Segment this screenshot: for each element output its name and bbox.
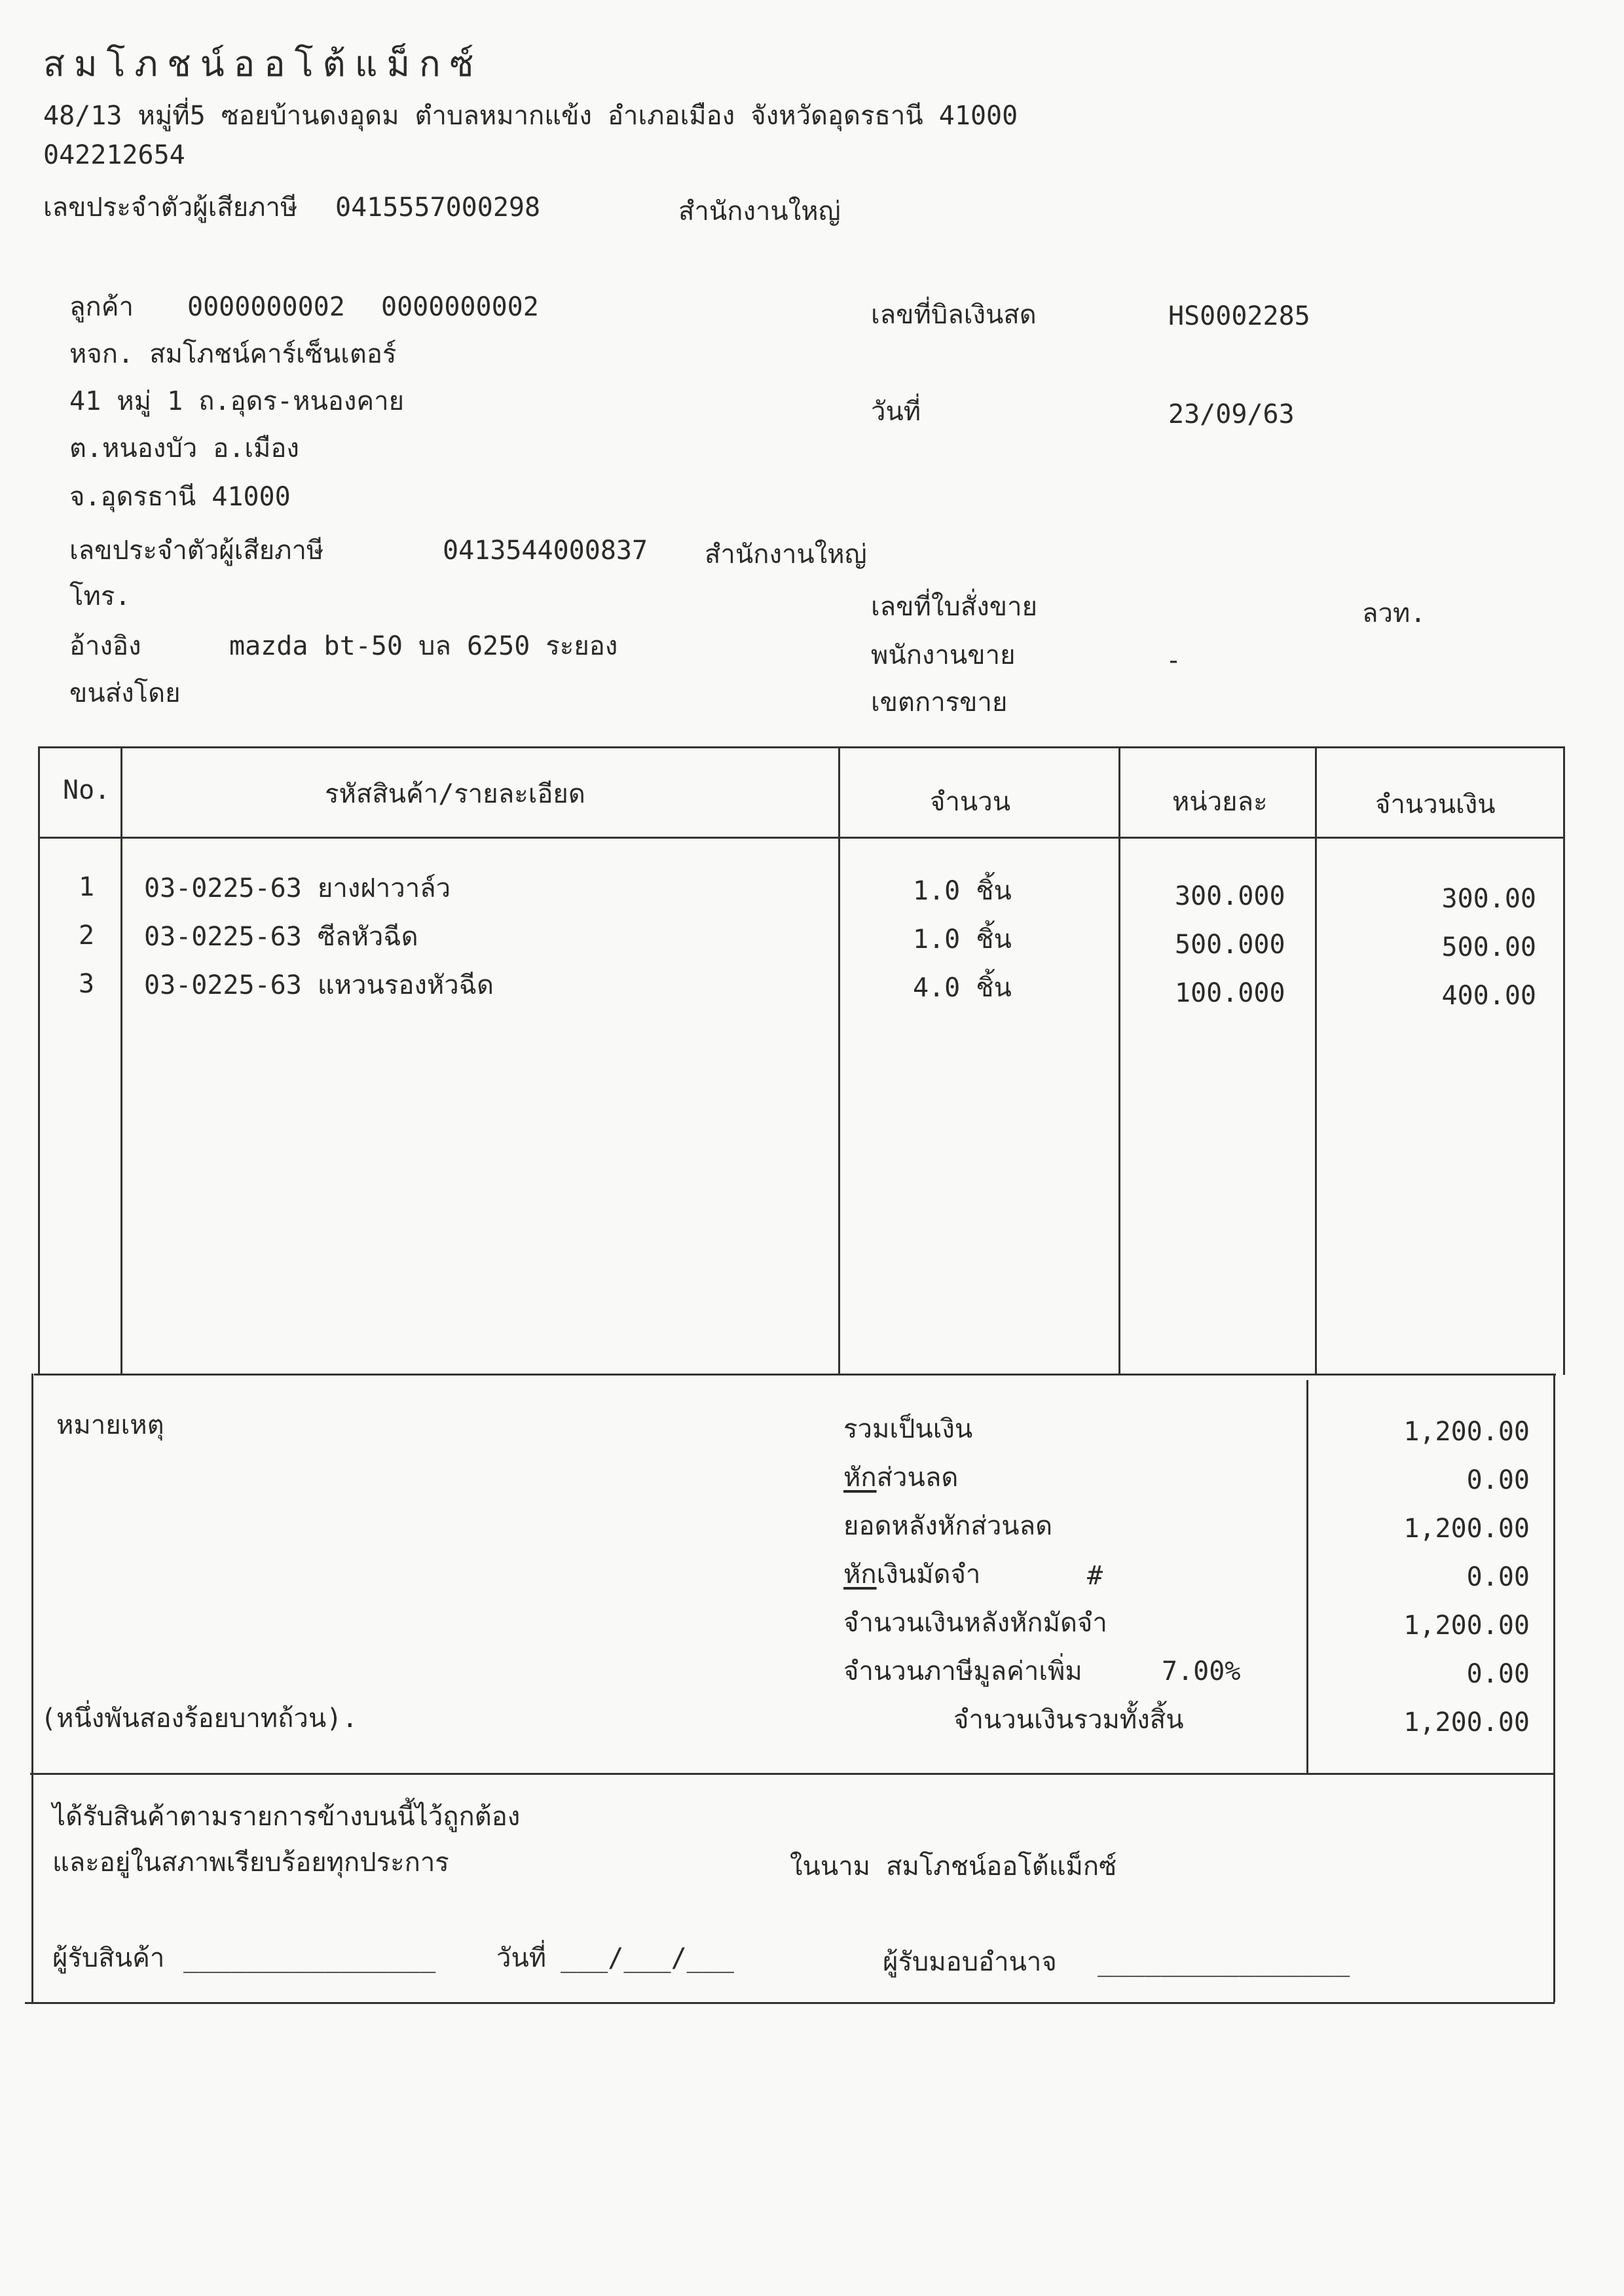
authorized-label: ผู้รับมอบอำนาจ [883,1947,1057,1977]
customer-label: ลูกค้า [69,292,134,322]
row-unit-price: 300.000 [1175,881,1285,911]
customer-address-1: 41 หมู่ 1 ถ.อุดร-หนองคาย [69,386,405,416]
header-description: รหัสสินค้า/รายละเอียด [325,779,585,809]
discount-value: 0.00 [1466,1465,1530,1495]
after-deposit-label: จำนวนเงินหลังหักมัดจำ [843,1608,1107,1638]
header-unit-price: หน่วยละ [1172,787,1268,817]
sales-order-value: ลวท. [1362,598,1426,629]
receive-date-label: วันที่ [496,1943,547,1973]
row-description: 03-0225-63 แหวนรองหัวฉีด [144,970,494,1000]
row-quantity: 1.0 ชิ้น [913,876,1012,906]
receiver-label: ผู้รับสินค้า [52,1943,165,1973]
receive-date-blank: ___/___/___ [561,1943,734,1973]
grand-total-label: จำนวนเงินรวมทั้งสิ้น [953,1705,1184,1735]
remark-label: หมายเหตุ [56,1410,164,1440]
company-phone: 042212654 [43,140,185,170]
subtotal-label: รวมเป็นเงิน [843,1414,973,1444]
received-statement-1: ได้รับสินค้าตามรายการข้างบนนี้ไว้ถูกต้อง [52,1802,521,1832]
salesperson-label: พนักงานขาย [871,640,1016,670]
deposit-label [843,1558,980,1591]
row-quantity: 1.0 ชิ้น [913,924,1012,955]
deposit-prefix: หัก [843,1559,877,1590]
company-tax-label: เลขประจำตัวผู้เสียภาษี [43,192,298,223]
on-behalf-of: ในนาม สมโภชน์ออโต้แม็กซ์ [790,1851,1117,1882]
date-label: วันที่ [871,397,921,427]
customer-address-2: ต.หนองบัว อ.เมือง [69,433,299,464]
header-no: No. [63,775,111,805]
receiver-signature-line: ________________ [183,1943,436,1973]
row-description: 03-0225-63 ยางฝาวาล์ว [144,873,451,903]
row-no: 3 [79,969,95,999]
customer-branch: สำนักงานใหญ่ [705,539,867,570]
row-unit-price: 100.000 [1175,978,1285,1008]
discount-text: ส่วนลด [876,1463,959,1493]
customer-tax-label: เลขประจำตัวผู้เสียภาษี [69,536,324,566]
after-deposit-value: 1,200.00 [1403,1611,1530,1641]
salesperson-value: - [1166,646,1182,676]
company-tax-id: 0415557000298 [335,192,541,223]
customer-address-3: จ.อุดรธานี 41000 [69,482,291,512]
subtotal-value: 1,200.00 [1403,1417,1530,1447]
deposit-text: เงินมัดจำ [876,1559,981,1590]
sales-zone-label: เขตการขาย [871,687,1008,718]
row-amount: 500.00 [1441,932,1536,962]
header-quantity: จำนวน [930,787,1011,817]
customer-name: หจก. สมโภชน์คาร์เซ็นเตอร์ [69,339,397,369]
amount-in-words: (หนึ่งพันสองร้อยบาทถ้วน). [41,1704,358,1734]
row-unit-price: 500.000 [1175,930,1285,960]
deposit-value: 0.00 [1466,1562,1530,1592]
received-statement-2: และอยู่ในสภาพเรียบร้อยทุกประการ [52,1848,449,1878]
company-address: 48/13 หมู่ที่5 ซอยบ้านดงอุดม ตำบลหมากแข้ง อำเภอเมือง จังหวัดอุดรธานี 41000 [43,101,1018,131]
row-no: 2 [79,920,95,951]
customer-ship-label: ขนส่งโดย [69,678,181,708]
row-description: 03-0225-63 ซีลหัวฉีด [144,922,418,952]
company-branch: สำนักงานใหญ่ [678,196,841,227]
customer-tax-id: 0413544000837 [443,536,648,566]
bill-date: 23/09/63 [1168,399,1295,429]
header-amount: จำนวนเงิน [1375,790,1496,820]
sales-order-label: เลขที่ใบสั่งขาย [871,592,1038,622]
after-discount-label: ยอดหลังหักส่วนลด [843,1511,1053,1541]
vat-rate: 7.00% [1162,1656,1241,1686]
customer-code-1: 0000000002 [187,292,345,322]
vat-label: จำนวนภาษีมูลค่าเพิ่ม [843,1656,1082,1686]
row-amount: 300.00 [1441,884,1536,914]
bill-no-label: เลขที่บิลเงินสด [871,300,1037,330]
row-quantity: 4.0 ชิ้น [913,973,1012,1003]
authorized-signature-line: ________________ [1098,1947,1350,1977]
customer-code-2: 0000000002 [381,292,539,322]
row-amount: 400.00 [1441,981,1536,1011]
grand-total-value: 1,200.00 [1403,1707,1530,1738]
after-discount-value: 1,200.00 [1403,1514,1530,1544]
bill-no: HS0002285 [1168,301,1310,331]
customer-phone-label: โทร. [69,581,131,611]
deposit-hash: # [1087,1561,1103,1591]
customer-ref-label: อ้างอิง [69,631,141,661]
discount-prefix: หัก [843,1463,877,1493]
vat-value: 0.00 [1466,1659,1530,1689]
row-no: 1 [79,872,95,902]
company-name: สมโภชน์ออโต้แม็กซ์ [43,43,483,84]
discount-label [843,1461,958,1494]
customer-ref-value: mazda bt-50 บล 6250 ระยอง [229,631,618,661]
